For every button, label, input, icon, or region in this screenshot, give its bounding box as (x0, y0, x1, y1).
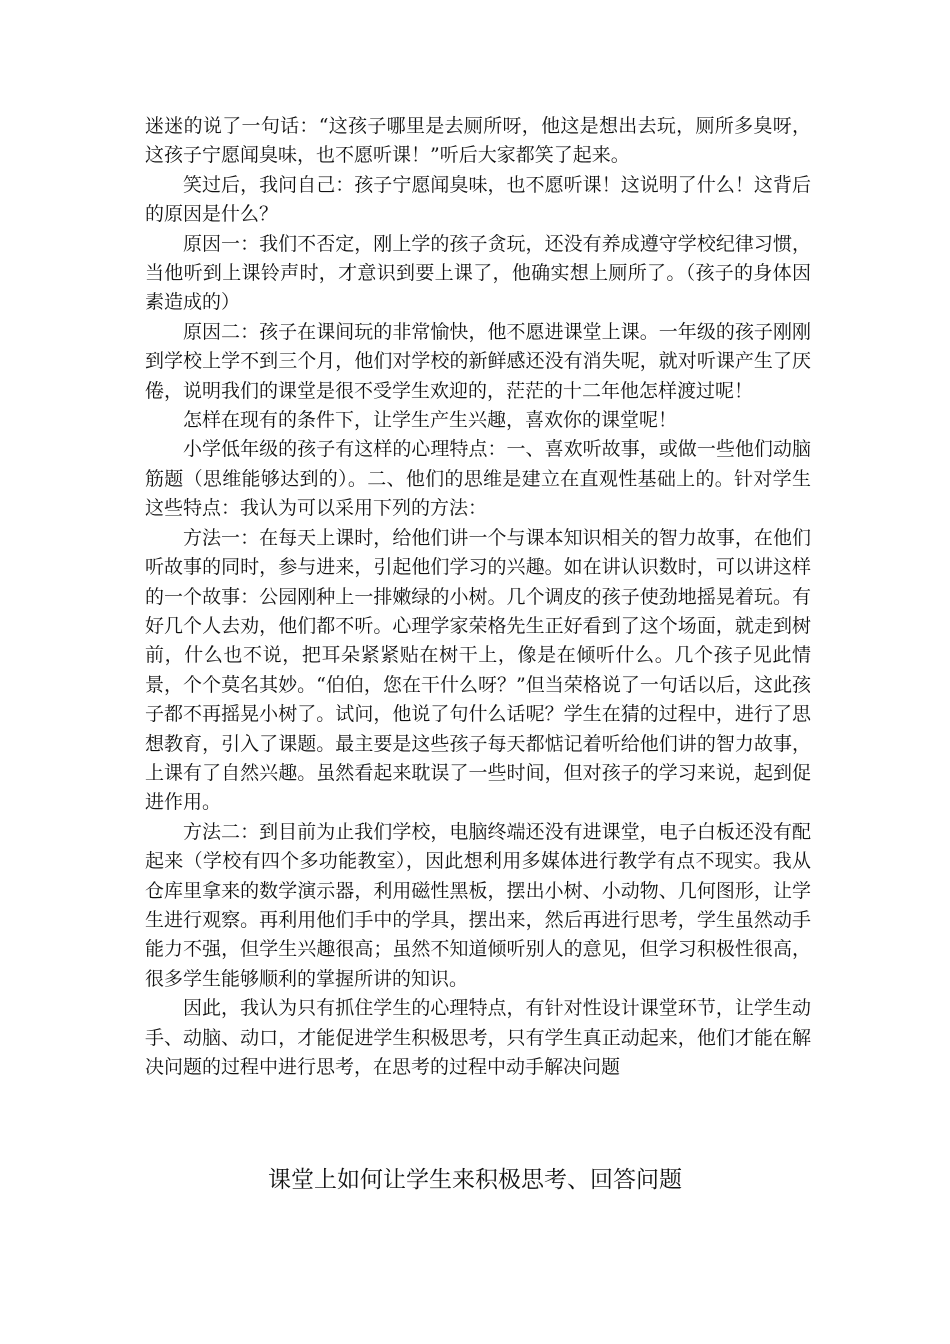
paragraph-continuation: 迷迷的说了一句话：“这孩子哪里是去厕所呀，他这是想出去玩，厕所多臭呀，这孩子宁愿闻臭味，也不愿听课！”听后大家都笑了起来。 (145, 115, 811, 167)
paragraph: 方法一：在每天上课时，给他们讲一个与课本知识相关的智力故事，在他们听故事的同时，参与进来，引起他们学习的兴趣。如在讲认识数时，可以讲这样的一个故事：公园刚种上一排嫩绿的小树。几个调皮的孩子使劲地摇晃着玩。有好几个人去劝，他们都不听。心理学家荣格先生正好看到了这个场面，就走到树前，什么也不说，把耳朵紧紧贴在树干上，像是在倾听什么。几个孩子见此情景，个个莫名其妙。“伯伯，您在干什么呀？”但当荣格说了一句话以后，这此孩子都不再摇晃小树了。试问，他说了句什么话呢？学生在猜的过程中，进行了思想教育，引入了课题。最主要是这些孩子每天都惦记着听给他们讲的智力故事，上课有了自然兴趣。虽然看起来耽误了一些时间，但对孩子的学习来说，起到促进作用。 (145, 526, 811, 814)
section-title: 课堂上如何让学生来积极思考、回答问题 (268, 1167, 682, 1193)
paragraph: 小学低年级的孩子有这样的心理特点：一、喜欢听故事，或做一些他们动脑筋题（思维能够达到的）。二、他们的思维是建立在直观性基础上的。针对学生这些特点：我认为可以采用下列的方法： (145, 438, 811, 520)
paragraph: 笑过后，我问自己：孩子宁愿闻臭味，也不愿听课！这说明了什么！这背后的原因是什么？ (145, 173, 811, 226)
paragraph: 因此，我认为只有抓住学生的心理特点，有针对性设计课堂环节，让学生动手、动脑、动口，才能促进学生积极思考，只有学生真正动起来，他们才能在解决问题的过程中进行思考，在思考的过程中动手解决问题 (145, 997, 811, 1078)
paragraph: 原因一：我们不否定，刚上学的孩子贪玩，还没有养成遵守学校纪律习惯，当他听到上课铃声时，才意识到要上课了，他确实想上厕所了。（孩子的身体因素造成的） (145, 232, 811, 314)
document-body (145, 112, 811, 1082)
paragraph: 方法二：到目前为止我们学校，电脑终端还没有进课堂，电子白板还没有配起来（学校有四个多功能教室），因此想利用多媒体进行教学有点不现实。我从仓库里拿来的数学演示器，利用磁性黑板，摆出小树、小动物、几何图形，让学生进行观察。再利用他们手中的学具，摆出来，然后再进行思考，学生虽然动手能力不强，但学生兴趣很高；虽然不知道倾听别人的意见，但学习积极性很高，很多学生能够顺利的掌握所讲的知识。 (145, 820, 811, 990)
paragraph: 怎样在现有的条件下，让学生产生兴趣，喜欢你的课堂呢！ (183, 409, 678, 432)
paragraph: 原因二：孩子在课间玩的非常愉快，他不愿进课堂上课。一年级的孩子刚刚到学校上学不到三个月，他们对学校的新鲜感还没有消失呢，就对听课产生了厌倦，说明我们的课堂是很不受学生欢迎的，茫茫的十二年他怎样渡过呢！ (145, 320, 811, 402)
